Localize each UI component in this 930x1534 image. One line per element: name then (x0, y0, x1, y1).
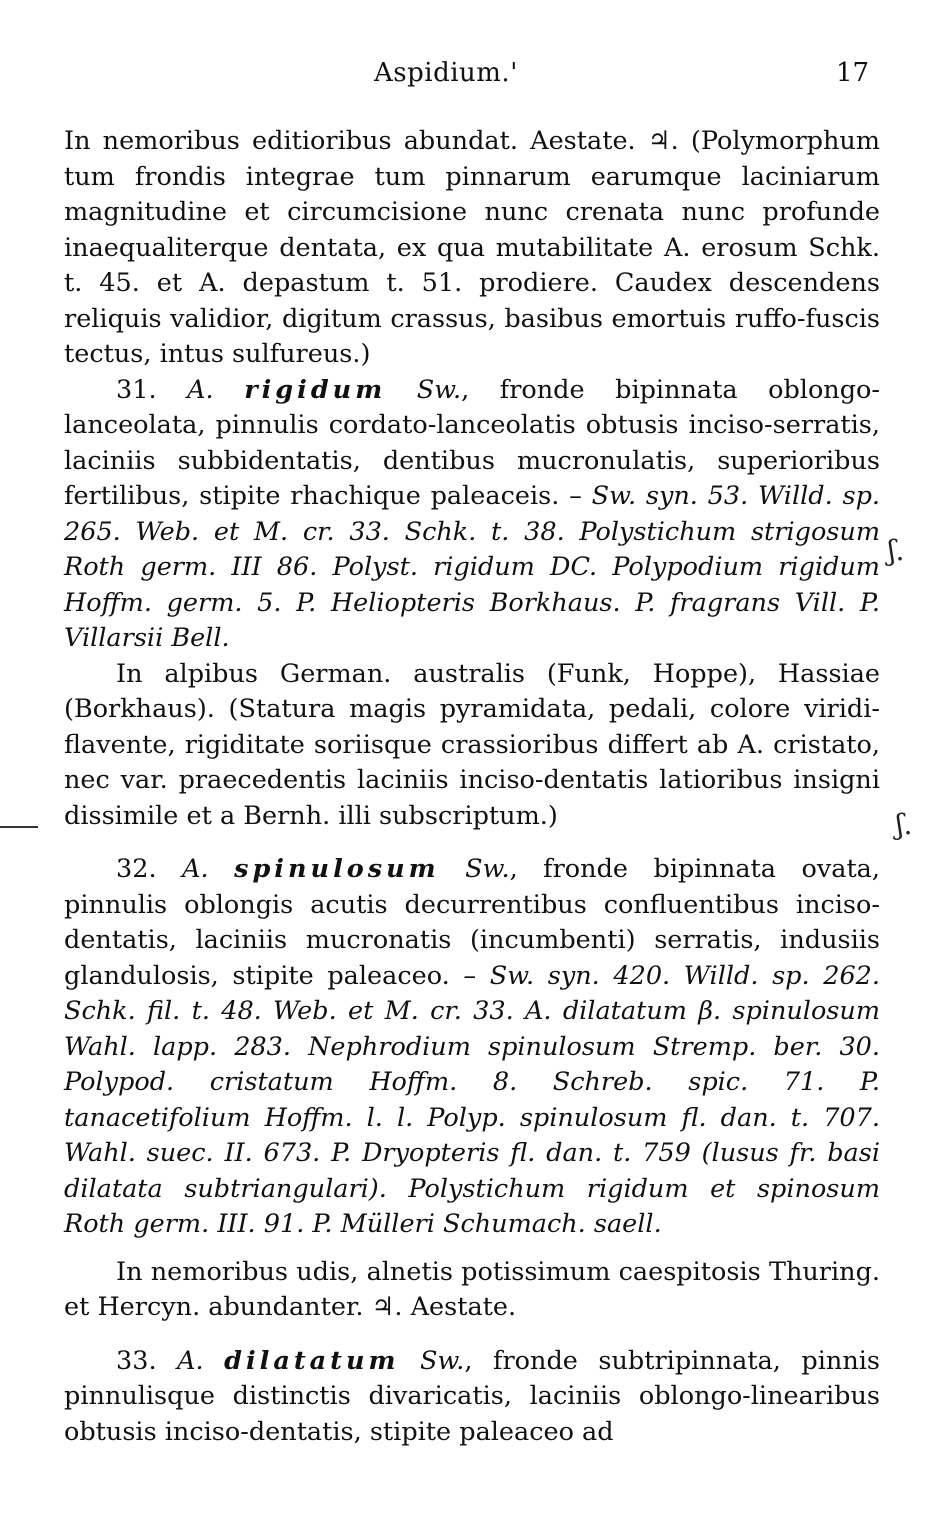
margin-dash (0, 826, 38, 828)
species-entry-32 (64, 852, 880, 1243)
species-author: Sw. (465, 854, 510, 884)
species-author: Sw. (416, 374, 462, 405)
species-diagnosis: , fronde bipinnata oblongo-lanceolata, pinnulis cordato-lanceolatis obtusis inciso-serratis, laciniis subbidentatis, dentibus mucronulatis, superioribus fertilibus, stipite rhachique paleaceis. – (64, 374, 881, 511)
species-entry-31 (64, 373, 880, 657)
species-diagnosis: , fronde subtripinnata, pinnis pinnulisque distinctis divaricatis, laciniis oblongo-linearibus obtusis inciso-dentatis, stipite paleaceo ad (64, 1345, 880, 1447)
paragraph-habitat-32: In nemoribus udis, alnetis potissimum caespitosis Thuring. et Hercyn. abundanter. ♃. Aestate. (64, 1256, 880, 1322)
paragraph-habitat-31: In alpibus German. australis (Funk, Hoppe), Hassiae (Borkhaus). (Statura magis pyramidata, pedali, colore viridi-flavente, rigiditate soriisque crassioribus differt ab A. cristato, nec var. praecedentis laciniis inciso-dentatis latioribus insigni dissimile et a Bernh. illi subscriptum.) (64, 658, 880, 831)
page-number: 17 (836, 58, 870, 88)
page-header (0, 52, 930, 92)
species-number: 33. (116, 1345, 157, 1376)
synonymy: Sw. syn. 420. Willd. sp. 262. Schk. fil. t. 48. Web. et M. cr. 33. A. dilatatum β. spinulosum Wahl. lapp. 283. Nephrodium spinulosum Stremp. ber. 30. Polypod. cristatum Hoffm. 8. Schreb. spic. 71. P. tanacetifolium Hoffm. l. l. Polyp. spinulosum fl. dan. t. 707. Wahl. suec. II. 673. P. Dryopteris fl. dan. t. 759 (lusus fr. basi dilatata subtriangulari). Polystichum rigidum et spinosum Roth germ. III. 91. P. Mülleri Schumach. saell. (64, 960, 881, 1239)
species-author: Sw. (420, 1345, 465, 1376)
margin-mark-2: ʃ. (896, 808, 913, 841)
species-number: 32. (116, 854, 157, 884)
margin-mark-1: ʃ. (888, 534, 905, 567)
genus-abbrev: A. (182, 854, 209, 884)
species-epithet: spinulosum (234, 854, 440, 884)
species-diagnosis: , fronde bipinnata ovata, pinnulis oblongis acutis decurrentibus confluentibus inciso-dentatis, laciniis mucronatis (incumbenti) serratis, indusiis glandulosis, stipite paleaceo. – (64, 854, 880, 991)
species-entry-33 (64, 1344, 880, 1451)
species-epithet: dilatatum (224, 1345, 400, 1376)
genus-abbrev: A. (187, 374, 214, 405)
paragraph-habitat-30: In nemoribus editioribus abundat. Aestate. ♃. (Polymorphum tum frondis integrae tum pinnarum earumque laciniarum magnitudine et circumcisione nunc crenata nunc profunde inaequaliterque dentata, ex qua mutabilitate A. erosum Schk. t. 45. et A. depastum t. 51. prodiere. Caudex descendens reliquis validior, digitum crassus, basibus emortuis ruffo-fuscis tectus, intus sulfureus.) (64, 126, 880, 369)
synonymy: Sw. syn. 53. Willd. sp. 265. Web. et M. cr. 33. Schk. t. 38. Polystichum strigosum Roth germ. III 86. Polyst. rigidum DC. Polypodium rigidum Hoffm. germ. 5. P. Heliopteris Borkhaus. P. fragrans Vill. P. Villarsii Bell. (64, 481, 881, 653)
text-body (64, 124, 880, 1450)
running-title: Aspidium.' (374, 58, 518, 88)
species-number: 31. (116, 374, 157, 405)
species-epithet: rigidum (244, 374, 387, 405)
genus-abbrev: A. (177, 1345, 204, 1376)
